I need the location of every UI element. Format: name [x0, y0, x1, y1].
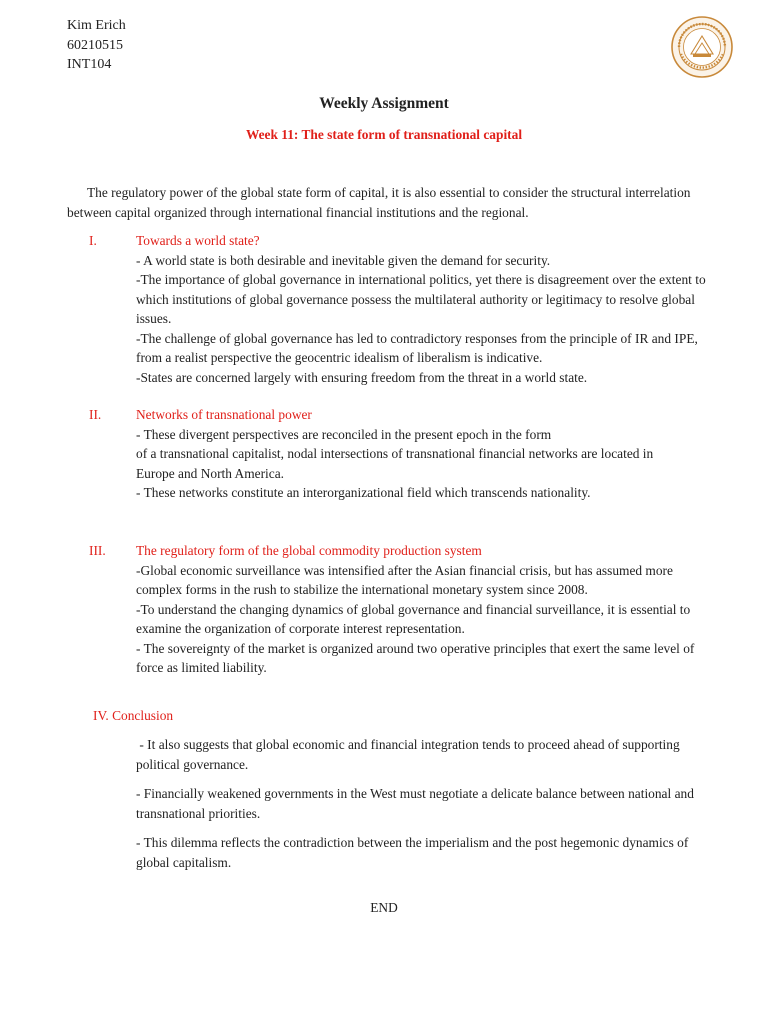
section-body — [136, 251, 706, 388]
bullet-line: of a transnational capitalist, nodal intersections of transnational financial networks are located in Europe and North America. — [136, 446, 654, 481]
bullet-line: -Global economic surveillance was intensified after the Asian financial crisis, but has assumed more complex forms in the rush to stabilize the international monetary system since 2008. — [136, 562, 673, 597]
bullet-line: -States are concerned largely with ensuring freedom from the threat in a world state. — [136, 369, 588, 385]
conclusion-heading: IV. Conclusion — [93, 708, 174, 723]
student-header — [67, 16, 126, 75]
intro-paragraph: The regulatory power of the global state form of capital, it is also essential to consider the structural interrelation between capital organized through international financial institutions and the regional. — [67, 185, 691, 220]
university-seal-logo — [671, 16, 733, 78]
end-marker: END — [370, 900, 398, 915]
conclusion-paragraph: - It also suggests that global economic and financial integration tends to proceed ahead of supporting political governance. — [136, 737, 684, 772]
bullet-line: -The challenge of global governance has led to contradictory responses from the principle of IR and IPE, from a realist perspective the geocentric idealism of liberalism is indicative. — [136, 330, 698, 365]
bullet-line: - These divergent perspectives are reconciled in the present epoch in the form — [136, 426, 552, 442]
section-title: Towards a world state? — [136, 233, 260, 248]
bullet-line: - These networks constitute an interorganizational field which transcends nationality. — [136, 485, 591, 500]
conclusion-paragraph: - Financially weakened governments in the West must negotiate a delicate balance between national and transnational priorities. — [136, 786, 694, 821]
page-title: Weekly Assignment — [319, 95, 449, 112]
section-number: III. — [89, 543, 106, 558]
conclusion-body — [136, 735, 706, 882]
section-number: II. — [89, 407, 102, 422]
student-id: 60210515 — [67, 37, 123, 53]
section-number: I. — [89, 233, 97, 248]
week-subtitle: Week 11: The state form of transnational capital — [245, 127, 523, 142]
bullet-line: - The sovereignty of the market is organized around two operative principles that exert the same level of force as limited liability. — [136, 640, 695, 675]
bullet-line: - A world state is both desirable and inevitable given the demand for security. — [136, 252, 551, 268]
bullet-line: -The importance of global governance in international politics, yet there is disagreement over the extent to which institutions of global governance possess the multilateral authority or legitimacy to resolve global issues. — [136, 272, 706, 326]
conclusion-paragraph: - This dilemma reflects the contradiction between the imperialism and the post hegemonic dynamics of global capitalism. — [136, 835, 689, 870]
section-title: The regulatory form of the global commodity production system — [136, 543, 482, 558]
bullet-line: -To understand the changing dynamics of global governance and financial surveillance, it is essential to examine the organization of corporate interest representation. — [136, 601, 691, 636]
section-body — [136, 561, 706, 678]
section-body — [136, 425, 706, 503]
section-title: Networks of transnational power — [136, 407, 312, 422]
student-name: Kim Erich — [67, 18, 126, 33]
course-code: INT104 — [67, 57, 112, 72]
